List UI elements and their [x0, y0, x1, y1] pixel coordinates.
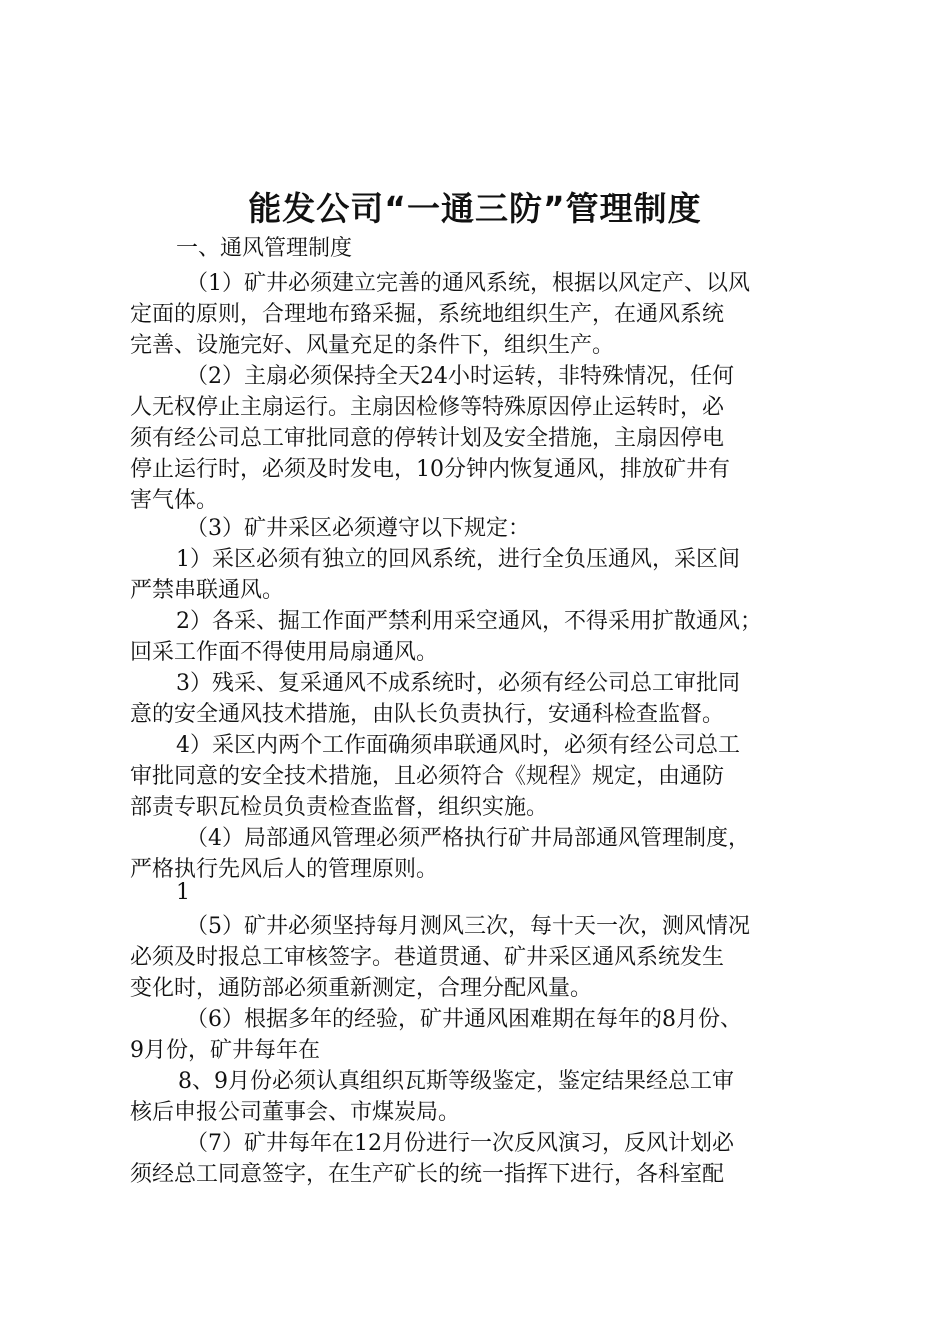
- paragraph-line: （6）根据多年的经验，矿井通风困难期在每年的8月份、: [186, 1007, 742, 1032]
- paragraph-line: 严格执行先风后人的管理原则。: [130, 857, 439, 882]
- paragraph-line: 必须及时报总工审核签字。巷道贯通、矿井采区通风系统发生: [130, 945, 725, 970]
- paragraph-line: 部责专职瓦检员负责检查监督，组织实施。: [130, 795, 549, 820]
- paragraph-line: 意的安全通风技术措施，由队长负责执行，安通科检查监督。: [130, 702, 725, 727]
- paragraph-line: 2）各采、掘工作面严禁利用采空通风，不得采用扩散通风；: [176, 609, 762, 634]
- paragraph-line: 定面的原则，合理地布臵采掘，系统地组织生产，在通风系统: [130, 302, 725, 327]
- page-number: 1: [176, 880, 190, 905]
- document-title: 能发公司“一通三防”管理制度: [248, 189, 702, 228]
- section-heading: 一、通风管理制度: [176, 236, 353, 261]
- paragraph-line: （2）主扇必须保持全天24小时运转，非特殊情况，任何: [186, 364, 734, 389]
- paragraph-line: 9月份，矿井每年在: [130, 1038, 320, 1063]
- paragraph-line: 完善、设施完好、风量充足的条件下，组织生产。: [130, 333, 615, 358]
- paragraph-line: （5）矿井必须坚持每月测风三次，每十天一次，测风情况: [186, 914, 750, 939]
- paragraph-line: （7）矿井每年在12月份进行一次反风演习，反风计划必: [186, 1131, 734, 1156]
- paragraph-line: （3）矿井采区必须遵守以下规定：: [186, 516, 530, 541]
- paragraph-line: 8、9月份必须认真组织瓦斯等级鉴定，鉴定结果经总工审: [178, 1069, 734, 1094]
- paragraph-line: 害气体。: [130, 488, 219, 513]
- paragraph-line: 须经总工同意签字，在生产矿长的统一指挥下进行，各科室配: [130, 1162, 725, 1187]
- paragraph-line: 须有经公司总工审批同意的停转计划及安全措施，主扇因停电: [130, 426, 725, 451]
- paragraph-line: 核后申报公司董事会、市煤炭局。: [130, 1100, 461, 1125]
- paragraph-line: 审批同意的安全技术措施，且必须符合《规程》规定，由通防: [130, 764, 725, 789]
- paragraph-line: （1）矿井必须建立完善的通风系统，根据以风定产、以风: [186, 271, 750, 296]
- paragraph-line: 4）采区内两个工作面确须串联通风时，必须有经公司总工: [176, 733, 740, 758]
- paragraph-line: 3）残采、复采通风不成系统时，必须有经公司总工审批同: [176, 671, 740, 696]
- paragraph-line: 变化时，通防部必须重新测定，合理分配风量。: [130, 976, 593, 1001]
- paragraph-line: 停止运行时，必须及时发电，10分钟内恢复通风，排放矿井有: [130, 457, 730, 482]
- paragraph-line: 1）采区必须有独立的回风系统，进行全负压通风，采区间: [176, 547, 740, 572]
- paragraph-line: 回采工作面不得使用局扇通风。: [130, 640, 439, 665]
- paragraph-line: 严禁串联通风。: [130, 578, 285, 603]
- paragraph-line: （4）局部通风管理必须严格执行矿井局部通风管理制度，: [186, 826, 750, 851]
- paragraph-line: 人无权停止主扇运行。主扇因检修等特殊原因停止运转时，必: [130, 395, 725, 420]
